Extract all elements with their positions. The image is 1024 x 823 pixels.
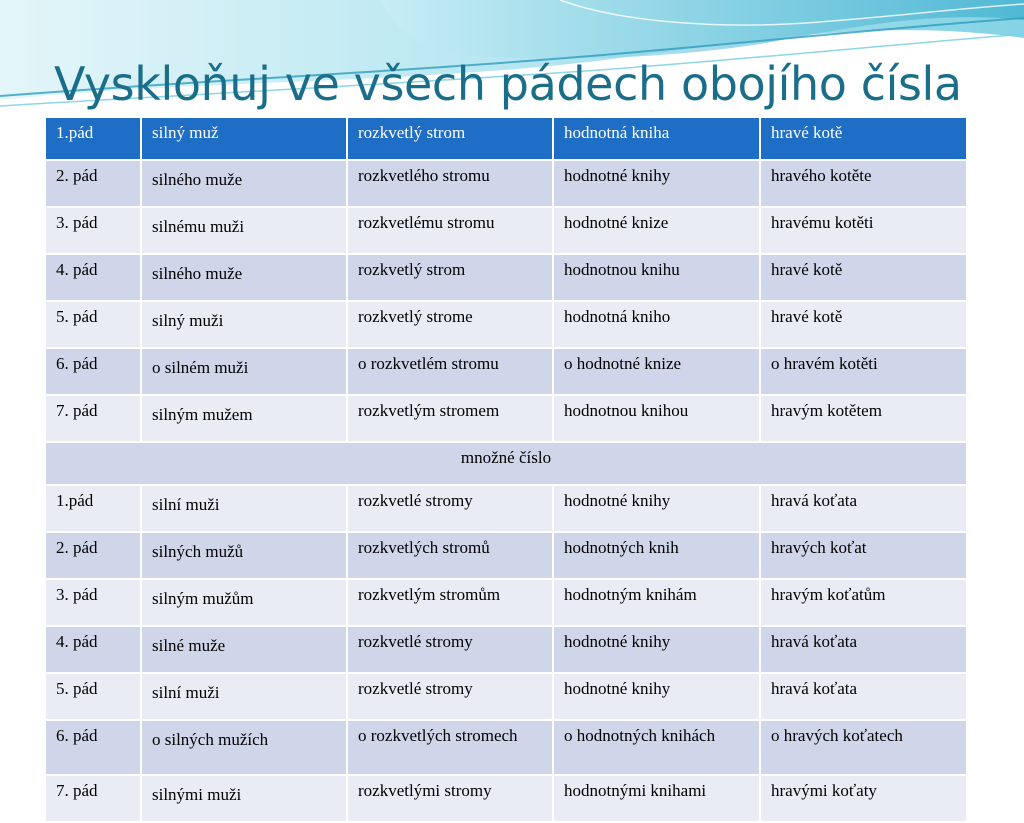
table-row bbox=[45, 485, 967, 532]
table-cell: hravá koťata bbox=[760, 673, 967, 720]
table-cell: hravým kotětem bbox=[760, 395, 967, 442]
table-cell: hodnotnou knihou bbox=[553, 395, 760, 442]
table-cell: hodnotné knihy bbox=[553, 485, 760, 532]
table-row bbox=[45, 160, 967, 207]
case-cell: 3. pád bbox=[45, 207, 141, 254]
table-cell: hravými koťaty bbox=[760, 775, 967, 822]
table-row bbox=[45, 775, 967, 822]
table-cell: o hodnotné knize bbox=[553, 348, 760, 395]
table-cell: rozkvetlým stromem bbox=[347, 395, 553, 442]
table-cell: silných mužů bbox=[141, 532, 347, 579]
table-cell: rozkvetlými stromy bbox=[347, 775, 553, 822]
table-cell: o silném muži bbox=[141, 348, 347, 395]
case-cell: 5. pád bbox=[45, 673, 141, 720]
table-row bbox=[45, 395, 967, 442]
table-cell: silného muže bbox=[141, 160, 347, 207]
table-cell: hravá koťata bbox=[760, 485, 967, 532]
header-cell-noun-4: hravé kotě bbox=[760, 117, 967, 160]
table-row bbox=[45, 301, 967, 348]
table-cell: o silných mužích bbox=[141, 720, 347, 775]
case-cell: 2. pád bbox=[45, 532, 141, 579]
header-row bbox=[45, 117, 967, 160]
case-cell: 5. pád bbox=[45, 301, 141, 348]
header-cell-noun-1: silný muž bbox=[141, 117, 347, 160]
table-cell: rozkvetlý strom bbox=[347, 254, 553, 301]
table-row bbox=[45, 348, 967, 395]
case-cell: 7. pád bbox=[45, 395, 141, 442]
table-cell: silní muži bbox=[141, 485, 347, 532]
table-cell: silného muže bbox=[141, 254, 347, 301]
table-cell: rozkvetlých stromů bbox=[347, 532, 553, 579]
table-cell: rozkvetlý strome bbox=[347, 301, 553, 348]
table-row bbox=[45, 207, 967, 254]
case-cell: 3. pád bbox=[45, 579, 141, 626]
plural-section-row bbox=[45, 442, 967, 485]
plural-section-label: množné číslo bbox=[45, 442, 967, 485]
table-row bbox=[45, 720, 967, 775]
table-cell: hodnotné knihy bbox=[553, 160, 760, 207]
table-cell: rozkvetlé stromy bbox=[347, 485, 553, 532]
table-cell: o rozkvetlém stromu bbox=[347, 348, 553, 395]
table-cell: hodnotné knihy bbox=[553, 673, 760, 720]
table-cell: hodnotné knize bbox=[553, 207, 760, 254]
table-cell: hodnotnými knihami bbox=[553, 775, 760, 822]
table-cell: silné muže bbox=[141, 626, 347, 673]
table-row bbox=[45, 254, 967, 301]
table-cell: o rozkvetlých stromech bbox=[347, 720, 553, 775]
table-cell: hravým koťatům bbox=[760, 579, 967, 626]
table-cell: hodnotných knih bbox=[553, 532, 760, 579]
table-row bbox=[45, 579, 967, 626]
case-cell: 1.pád bbox=[45, 485, 141, 532]
table-cell: hodnotnou knihu bbox=[553, 254, 760, 301]
table-cell: hravého kotěte bbox=[760, 160, 967, 207]
table-cell: rozkvetlému stromu bbox=[347, 207, 553, 254]
table-cell: silnými muži bbox=[141, 775, 347, 822]
table-row bbox=[45, 673, 967, 720]
table-cell: hravému kotěti bbox=[760, 207, 967, 254]
table-cell: hodnotným knihám bbox=[553, 579, 760, 626]
table-cell: silní muži bbox=[141, 673, 347, 720]
table-cell: hravé kotě bbox=[760, 301, 967, 348]
table-row bbox=[45, 626, 967, 673]
table-cell: rozkvetlé stromy bbox=[347, 673, 553, 720]
header-cell-noun-2: rozkvetlý strom bbox=[347, 117, 553, 160]
table-cell: rozkvetlé stromy bbox=[347, 626, 553, 673]
case-cell: 4. pád bbox=[45, 626, 141, 673]
table-cell: rozkvetlého stromu bbox=[347, 160, 553, 207]
table-cell: silný muži bbox=[141, 301, 347, 348]
table-cell: hravých koťat bbox=[760, 532, 967, 579]
case-cell: 4. pád bbox=[45, 254, 141, 301]
table-cell: o hravém kotěti bbox=[760, 348, 967, 395]
table-cell: hravá koťata bbox=[760, 626, 967, 673]
table-cell: silným mužům bbox=[141, 579, 347, 626]
declension-table bbox=[44, 116, 968, 823]
table-cell: hodnotné knihy bbox=[553, 626, 760, 673]
table-cell: o hodnotných knihách bbox=[553, 720, 760, 775]
header-cell-noun-3: hodnotná kniha bbox=[553, 117, 760, 160]
table-cell: hravé kotě bbox=[760, 254, 967, 301]
table-cell: rozkvetlým stromům bbox=[347, 579, 553, 626]
table-cell: o hravých koťatech bbox=[760, 720, 967, 775]
case-cell: 7. pád bbox=[45, 775, 141, 822]
case-cell: 6. pád bbox=[45, 348, 141, 395]
table-cell: hodnotná kniho bbox=[553, 301, 760, 348]
case-cell: 6. pád bbox=[45, 720, 141, 775]
slide-title: Vyskloňuj ve všech pádech obojího čísla bbox=[54, 57, 962, 111]
table-cell: silným mužem bbox=[141, 395, 347, 442]
case-cell: 2. pád bbox=[45, 160, 141, 207]
header-cell-case: 1.pád bbox=[45, 117, 141, 160]
table-cell: silnému muži bbox=[141, 207, 347, 254]
table-row bbox=[45, 532, 967, 579]
